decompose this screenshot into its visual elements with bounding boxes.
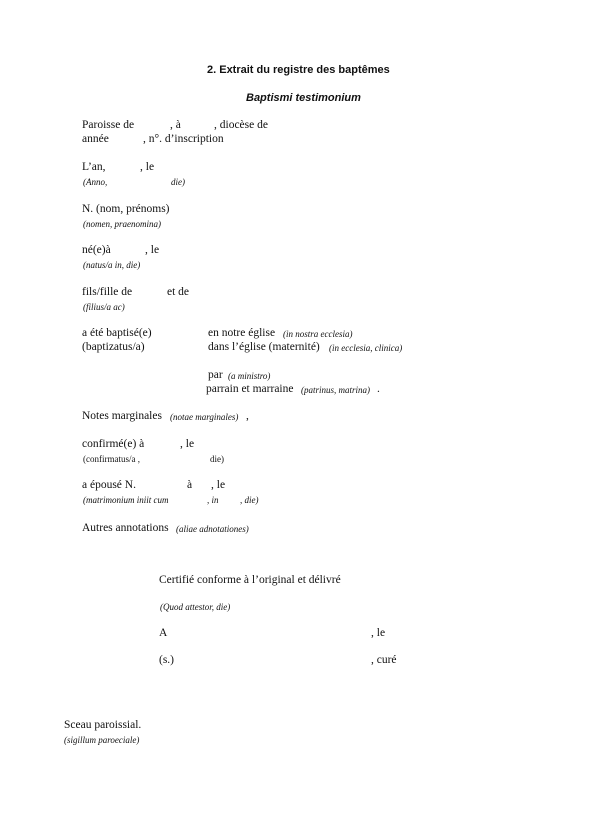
par-label: par bbox=[208, 369, 223, 381]
eglise-label: en notre église bbox=[208, 327, 276, 339]
annee-label: année bbox=[82, 133, 109, 145]
nom-label: N. (nom, prénoms) bbox=[82, 203, 170, 215]
certif-signature: (s.) bbox=[159, 654, 175, 666]
eglise-latin: (in nostra ecclesia) bbox=[283, 329, 353, 339]
document-title: 2. Extrait du registre des baptêmes bbox=[207, 64, 390, 76]
nom-latin: (nomen, praenomina) bbox=[83, 219, 161, 229]
maternite-latin: (in ecclesia, clinica) bbox=[329, 343, 403, 353]
an-le: , le bbox=[140, 161, 155, 173]
certif-cure: , curé bbox=[371, 654, 397, 666]
epouse-latin-b: , in bbox=[207, 495, 219, 505]
confirme-label: confirmé(e) à bbox=[82, 438, 145, 450]
sceau-latin: (sigillum paroeciale) bbox=[64, 735, 140, 745]
parrain-label: parrain et marraine bbox=[206, 383, 294, 395]
fils-et: et de bbox=[167, 286, 190, 298]
sceau-label: Sceau paroissial. bbox=[64, 719, 142, 731]
ne-le: , le bbox=[145, 244, 160, 256]
notes-end: , bbox=[246, 410, 249, 422]
inscription-label: , n°. d’inscription bbox=[143, 133, 224, 145]
epouse-latin-c: , die) bbox=[240, 495, 259, 505]
epouse-latin-a: (matrimonium iniit cum bbox=[83, 495, 169, 505]
autres-label: Autres annotations bbox=[82, 522, 169, 534]
confirme-le: , le bbox=[180, 438, 195, 450]
parrain-latin: (patrinus, matrina) bbox=[301, 385, 371, 395]
diocese-label: , diocèse de bbox=[214, 119, 268, 131]
confirme-latin-b: die) bbox=[210, 454, 224, 464]
ne-label: né(e)à bbox=[82, 244, 111, 256]
bapt-label: a été baptisé(e) bbox=[82, 327, 152, 339]
fils-latin: (filius/a ac) bbox=[83, 302, 125, 312]
parrain-end: . bbox=[377, 383, 380, 395]
epouse-a: à bbox=[187, 479, 193, 491]
an-label: L’an, bbox=[82, 161, 106, 173]
paroisse-label: Paroisse de bbox=[82, 119, 135, 131]
fils-label: fils/fille de bbox=[82, 286, 133, 298]
certif-text: Certifié conforme à l’original et délivré bbox=[159, 574, 341, 586]
paroisse-a: , à bbox=[170, 119, 181, 131]
document-subtitle: Baptismi testimonium bbox=[246, 92, 361, 104]
notes-latin: (notae marginales) bbox=[170, 412, 239, 422]
maternite-label: dans l’église (maternité) bbox=[208, 341, 320, 353]
autres-latin: (aliae adnotationes) bbox=[176, 524, 249, 534]
notes-label: Notes marginales bbox=[82, 410, 162, 422]
an-latin-b: die) bbox=[171, 177, 185, 187]
confirme-latin-a: (confirmatus/a , bbox=[83, 454, 140, 464]
an-latin-a: (Anno, bbox=[83, 177, 108, 187]
certif-a: A bbox=[159, 627, 168, 639]
par-latin: (a ministro) bbox=[228, 371, 271, 381]
epouse-label: a épousé N. bbox=[82, 479, 136, 491]
certif-latin: (Quod attestor, die) bbox=[160, 602, 231, 612]
bapt-latin-label: (baptizatus/a) bbox=[82, 341, 145, 353]
epouse-le: , le bbox=[211, 479, 226, 491]
ne-latin: (natus/a in, die) bbox=[83, 260, 141, 270]
certif-le: , le bbox=[371, 627, 386, 639]
